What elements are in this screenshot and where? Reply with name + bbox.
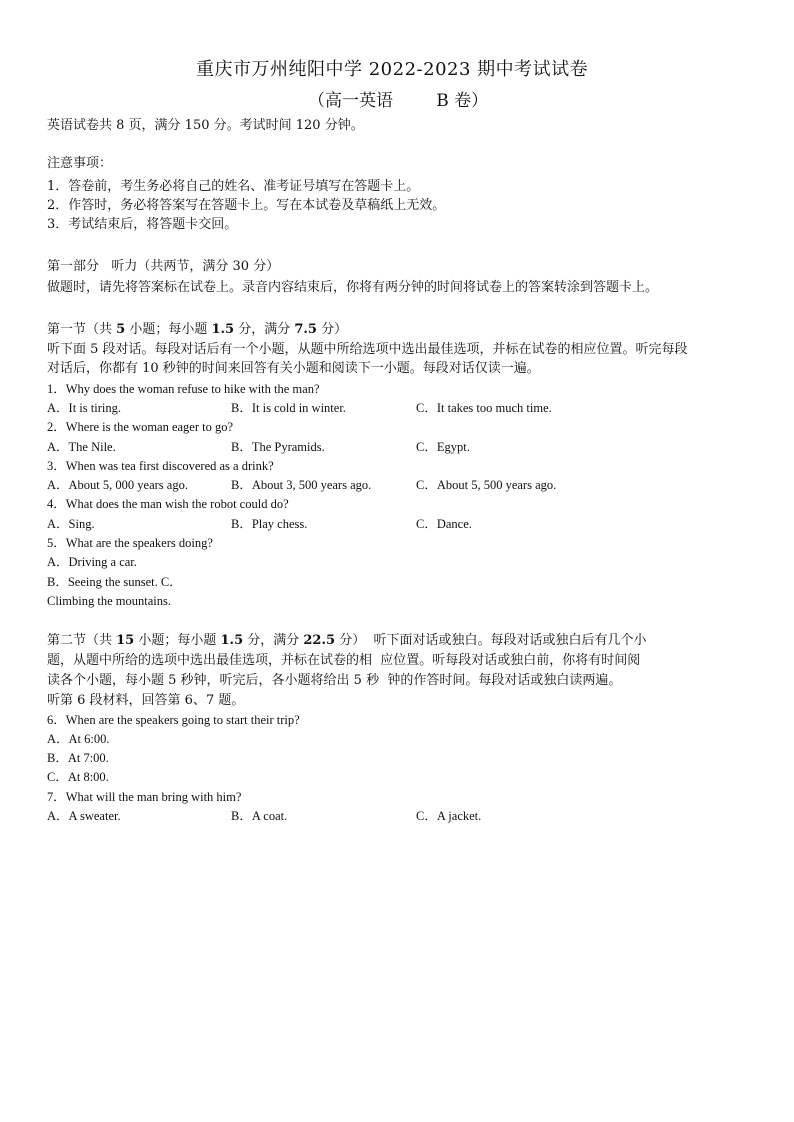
question-stem: 2．Where is the woman eager to go? [47, 420, 234, 434]
option-b: B．At 7:00. [47, 751, 109, 765]
option-a: A．Driving a car. [47, 555, 137, 569]
option-c: C．A jacket. [416, 809, 482, 823]
section1-instruction: 听下面 5 段对话。每段对话后有一个小题，从题中所给选项中选出最佳选项，并标在试卷的相应位置。听完每段 [47, 342, 688, 357]
option-c: C．At 8:00. [47, 770, 109, 784]
question-stem: 7．What will the man bring with him? [47, 790, 242, 804]
option-b: B．It is cold in winter. [231, 401, 346, 415]
part1-instruction: 做题时，请先将答案标在试卷上。录音内容结束后，你将有两分钟的时间将试卷上的答案转涂到答题卡上。 [47, 280, 659, 295]
notice-heading: 注意事项： [47, 156, 113, 171]
option-a: A．A sweater. [47, 809, 121, 823]
material-note: 听第 6 段材料，回答第 6、7 题。 [47, 693, 245, 708]
notice-item: 1．答卷前，考生务必将自己的姓名、准考证号填写在答题卡上。 [47, 179, 420, 194]
question-stem: 3．When was tea first discovered as a drink? [47, 459, 274, 473]
option-a: A．It is tiring. [47, 401, 121, 415]
option-c: C．Egypt. [416, 440, 470, 454]
exam-intro: 英语试卷共 8 页，满分 150 分。考试时间 120 分钟。 [47, 118, 364, 133]
question-stem: 5．What are the speakers doing? [47, 536, 213, 550]
option-b: B．Seeing the sunset. C． [47, 575, 182, 589]
section2-instruction: 读各个小题，每小题 5 秒钟，听完后，各小题将给出 5 秒 钟的作答时间。每段对话或独白读两遍。 [47, 673, 622, 688]
option-b: B．Play chess. [231, 517, 308, 531]
option-a: A．About 5, 000 years ago. [47, 478, 188, 492]
option-c: C．It takes too much time. [416, 401, 552, 415]
option-c: Climbing the mountains. [47, 594, 171, 608]
option-c: C．About 5, 500 years ago. [416, 478, 557, 492]
question-stem: 6．When are the speakers going to start their trip? [47, 713, 300, 727]
option-b: B．About 3, 500 years ago. [231, 478, 372, 492]
option-b: B．The Pyramids. [231, 440, 325, 454]
notice-item: 3．考试结束后，将答题卡交回。 [47, 217, 238, 232]
page-subtitle: （高一英语 B 卷） [308, 91, 489, 111]
section1-instruction: 对话后，你都有 10 秒钟的时间来回答有关小题和阅读下一小题。每段对话仅读一遍。 [47, 361, 540, 376]
notice-item: 2．作答时，务必将答案写在答题卡上。写在本试卷及草稿纸上无效。 [47, 198, 446, 213]
question-stem: 1．Why does the woman refuse to hike with the man? [47, 382, 320, 396]
question-stem: 4．What does the man wish the robot could do? [47, 497, 289, 511]
option-a: A．The Nile. [47, 440, 116, 454]
part1-heading: 第一部分 听力（共两节，满分 30 分） [47, 259, 280, 274]
page-title: 重庆市万州纯阳中学 2022-2023 期中考试试卷 [196, 59, 589, 80]
option-b: B．A coat. [231, 809, 288, 823]
option-a: A．Sing. [47, 517, 95, 531]
section2-heading: 第二节（共 15 小题；每小题 1.5 分，满分 22.5 分） 听下面对话或独白。每段对话或独白后有几个小 [47, 633, 647, 648]
section1-heading: 第一节（共 5 小题；每小题 1.5 分，满分 7.5 分） [47, 322, 348, 337]
option-a: A．At 6:00. [47, 732, 110, 746]
section2-instruction: 题，从题中所给的选项中选出最佳选项，并标在试卷的相 应位置。听每段对话或独白前，你将有时间阅 [47, 653, 641, 668]
option-c: C．Dance. [416, 517, 472, 531]
